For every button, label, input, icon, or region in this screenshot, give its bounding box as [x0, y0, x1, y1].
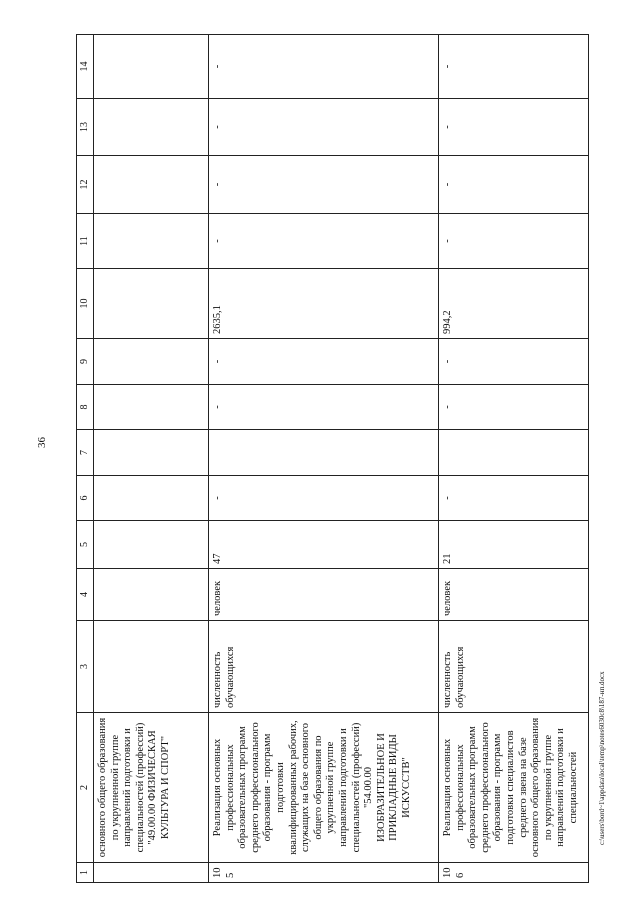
header-cell: 8: [77, 385, 94, 430]
value-cell: -: [439, 156, 589, 214]
indicator-cell: численность обучающихся: [439, 621, 589, 713]
header-cell: 6: [77, 476, 94, 521]
table-header-row: [77, 35, 94, 883]
value-cell: -: [209, 99, 439, 156]
value-cell: [94, 35, 209, 99]
value-cell: 47: [209, 521, 439, 569]
header-cell: 5: [77, 521, 94, 569]
header-cell: 1: [77, 863, 94, 883]
page-number: 36: [36, 437, 48, 448]
value-cell: -: [209, 156, 439, 214]
value-cell: 21: [439, 521, 589, 569]
value-cell: -: [439, 385, 589, 430]
value-cell: -: [439, 214, 589, 269]
value-cell: -: [439, 339, 589, 385]
service-name-cell: Реализация основных профессиональных образовательных программ среднего профессионального образования - программ подготовки специалистов среднего звена на базе основного общего образования по укрупненной группе направлений подготовки и специальностей: [439, 713, 589, 863]
value-cell: 994,2: [439, 269, 589, 339]
value-cell: [94, 214, 209, 269]
value-cell: -: [439, 99, 589, 156]
indicator-cell: численность обучающихся: [209, 621, 439, 713]
service-name-cell: основного общего образования по укрупненной группе направлений подготовки и специальностей (профессий) "49.00.00 ФИЗИЧЕСКАЯ КУЛЬТУРА И СПОРТ": [94, 713, 209, 863]
value-cell: 2635,1: [209, 269, 439, 339]
table-container: [76, 35, 585, 883]
value-cell: [94, 476, 209, 521]
unit-cell: человек: [209, 569, 439, 621]
header-cell: 10: [77, 269, 94, 339]
unit-cell: [94, 569, 209, 621]
table-row: [209, 35, 439, 883]
indicator-cell: [94, 621, 209, 713]
value-cell: [94, 521, 209, 569]
value-cell: -: [209, 339, 439, 385]
header-cell: 3: [77, 621, 94, 713]
footer-file-path: c:\users\bord~1\appdata\local\temp\notes6030c8\187-нп.docx: [598, 671, 606, 845]
service-name-cell: Реализация основных профессиональных образовательных программ среднего профессионального образования - программ подготовки квалифицированных рабочих, служащих на базе основного общего образования по укрупненной группе направлений подготовки и специальностей (профессий) "54.00.00 ИЗОБРАЗИТЕЛЬНОЕ И ПРИКЛАДНЫЕ ВИДЫ ИСКУССТВ": [209, 713, 439, 863]
value-cell: -: [439, 476, 589, 521]
header-cell: 9: [77, 339, 94, 385]
value-cell: [94, 430, 209, 476]
value-cell: -: [439, 35, 589, 99]
header-cell: 4: [77, 569, 94, 621]
value-cell: -: [209, 214, 439, 269]
row-number-cell: 106: [439, 863, 589, 883]
value-cell: [94, 385, 209, 430]
value-cell: -: [209, 385, 439, 430]
row-number-cell: [94, 863, 209, 883]
header-cell: 13: [77, 99, 94, 156]
header-cell: 7: [77, 430, 94, 476]
header-cell: 12: [77, 156, 94, 214]
table-row: [94, 35, 209, 883]
header-cell: 14: [77, 35, 94, 99]
data-table: [76, 34, 589, 883]
value-cell: [94, 269, 209, 339]
table-row: [439, 35, 589, 883]
value-cell: -: [209, 476, 439, 521]
header-cell: 11: [77, 214, 94, 269]
value-cell: -: [209, 35, 439, 99]
header-cell: 2: [77, 713, 94, 863]
value-cell: [94, 99, 209, 156]
value-cell: [94, 339, 209, 385]
value-cell: [439, 430, 589, 476]
value-cell: [94, 156, 209, 214]
value-cell: [209, 430, 439, 476]
unit-cell: человек: [439, 569, 589, 621]
row-number-cell: 105: [209, 863, 439, 883]
